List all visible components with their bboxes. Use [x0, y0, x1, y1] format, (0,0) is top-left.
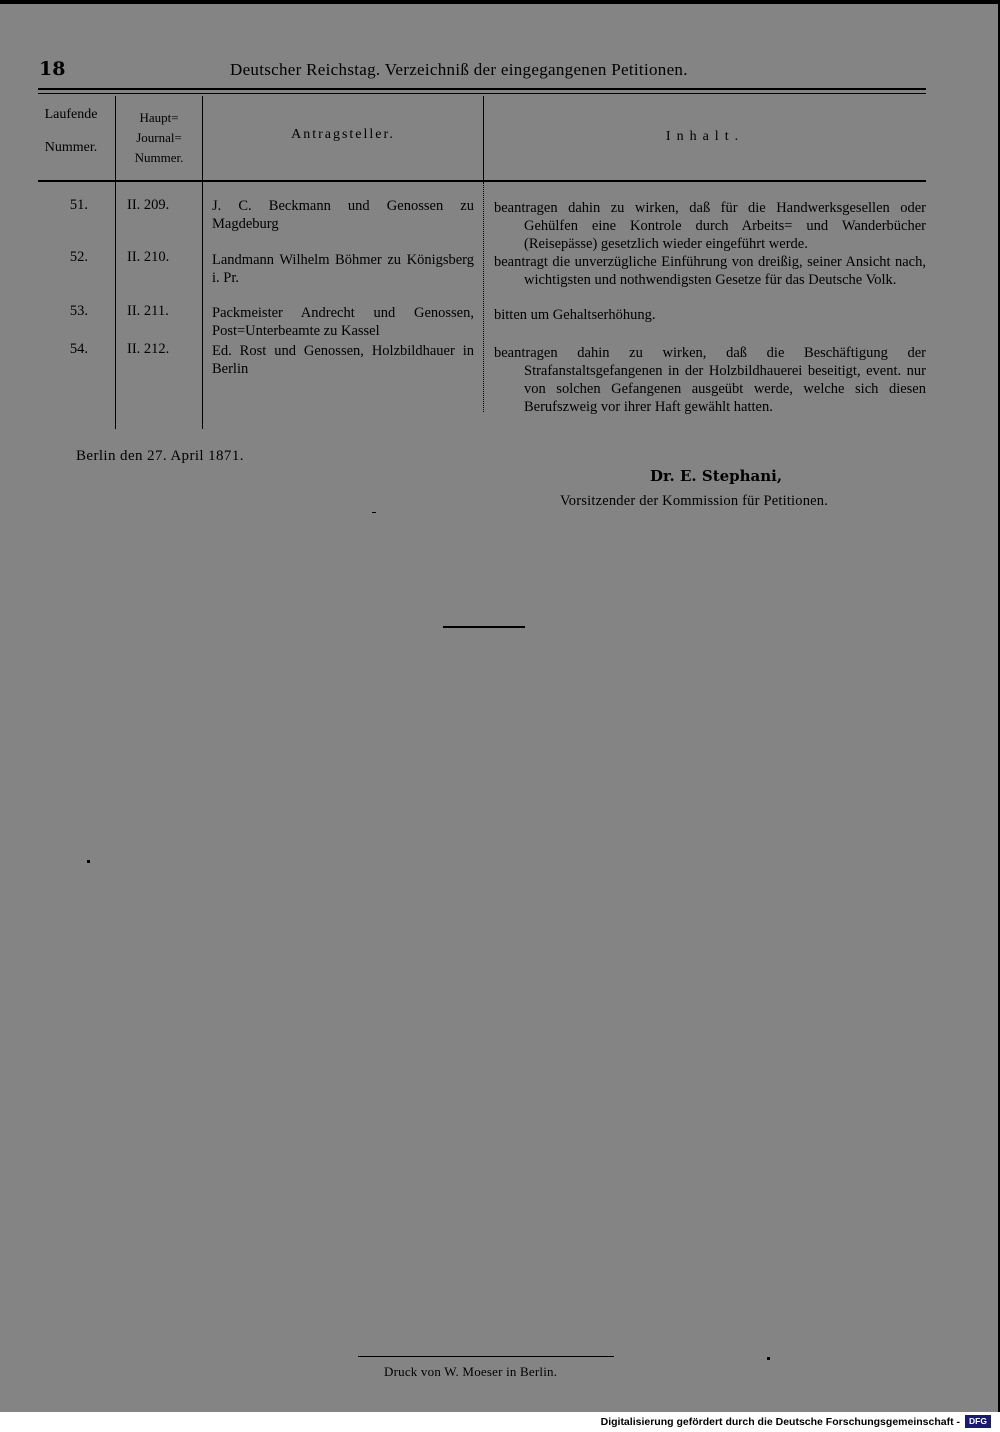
header-text: Haupt=: [139, 110, 179, 125]
running-title: Deutscher Reichstag. Verzeichniß der eingegangenen Petitionen.: [230, 60, 688, 79]
scan-speck: [372, 512, 376, 513]
table-header-rule: [38, 180, 926, 182]
row-journal: II. 212.: [127, 341, 170, 357]
header-antragsteller: Antragsteller.: [291, 127, 395, 142]
header-rule: [38, 88, 926, 90]
dateline: Berlin den 27. April 1871.: [76, 448, 244, 464]
signature-name: Dr. E. Stephani,: [650, 467, 783, 485]
imprint-rule: [358, 1356, 614, 1357]
header-text: Laufende: [44, 107, 98, 122]
row-applicant: Packmeister Andrecht und Genossen, Post=Unterbeamte zu Kassel: [212, 305, 474, 339]
row-applicant: Ed. Rost und Genossen, Holzbildhauer in Berlin: [212, 343, 474, 377]
column-divider: [202, 96, 203, 429]
header-rule-thin: [38, 93, 926, 94]
row-number: 52.: [69, 249, 88, 265]
scan-speck: [87, 860, 90, 863]
row-content: beantragen dahin zu wirken, daß die Beschäftigung der Strafanstaltsgefangenen in der Holzbildhauerei beseitigt, event. nur von solchen Gefangenen ausgeübt werde, welche sich diesen Berufszweig vor ihrer Haft gewählt hatten.: [494, 345, 926, 415]
row-content: bitten um Gehaltserhöhung.: [494, 307, 656, 323]
row-applicant: J. C. Beckmann und Genossen zu Magdeburg: [212, 198, 474, 232]
page-number: 18: [39, 58, 66, 80]
header-text: Nummer.: [44, 140, 98, 155]
column-divider: [115, 96, 116, 429]
signature-role: Vorsitzender der Kommission für Petitionen.: [560, 493, 829, 509]
header-haupt-journal-nummer: [118, 108, 200, 168]
header-text: Nummer.: [134, 150, 184, 165]
section-separator: [443, 626, 525, 628]
row-content: beantragen dahin zu wirken, daß für die Handwerksgesellen oder Gehülfen eine Kontrole durch Arbeits= und Wanderbücher (Reisepässe) gesetzlich wieder eingeführt werde.: [494, 200, 926, 252]
row-content: beantragt die unverzügliche Einführung von dreißig, seiner Ansicht nach, wichtigsten und nothwendigsten Gesetze für das Deutsche Volk.: [494, 254, 926, 288]
row-journal: II. 209.: [127, 197, 170, 213]
row-journal: II. 211.: [127, 303, 169, 319]
row-applicant: Landmann Wilhelm Böhmer zu Königsberg i. Pr.: [212, 252, 474, 286]
petition-table: [38, 96, 926, 431]
dfg-logo: DFG: [965, 1415, 991, 1428]
printer-imprint: Druck von W. Moeser in Berlin.: [384, 1364, 558, 1379]
header-text: Journal=: [136, 130, 182, 145]
column-divider: [483, 182, 484, 412]
row-number: 53.: [69, 303, 88, 319]
scan-speck: [767, 1357, 770, 1360]
header-laufende-nummer: [38, 104, 104, 158]
header-inhalt: Inhalt.: [665, 129, 745, 144]
scan-edge-top: [0, 0, 1000, 4]
digitization-note: Digitalisierung gefördert durch die Deutsche Forschungsgemeinschaft -: [600, 1416, 960, 1428]
row-number: 51.: [69, 197, 88, 213]
row-journal: II. 210.: [127, 249, 170, 265]
row-number: 54.: [69, 341, 88, 357]
